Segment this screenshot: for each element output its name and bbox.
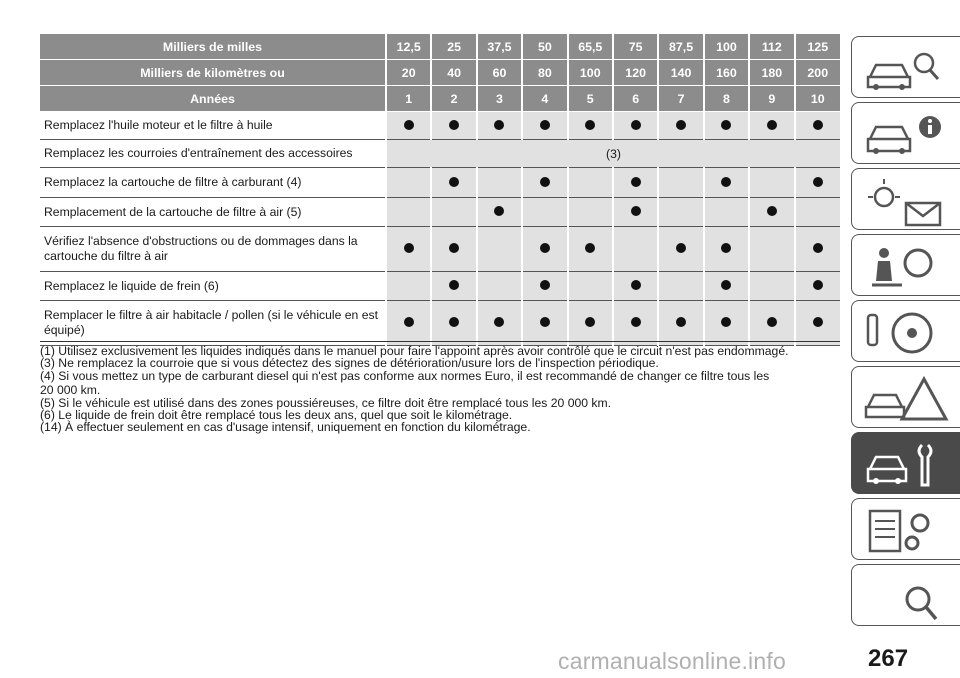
scheduled-dot <box>540 177 550 187</box>
scheduled-dot <box>404 317 414 327</box>
schedule-cell <box>704 198 749 227</box>
schedule-cell <box>568 301 613 346</box>
page-number: 267 <box>868 645 909 672</box>
row-span-note: (3) <box>386 140 840 168</box>
schedule-cell <box>568 227 613 272</box>
scheduled-dot <box>676 243 686 253</box>
scheduled-dot <box>404 243 414 253</box>
chapter-tab[interactable] <box>851 36 960 98</box>
header-value: 20 <box>386 60 431 86</box>
schedule-cell <box>795 198 840 227</box>
header-value: 3 <box>477 86 522 112</box>
scheduled-dot <box>676 120 686 130</box>
header-value: 12,5 <box>386 34 431 60</box>
schedule-cell <box>613 272 658 301</box>
header-value: 37,5 <box>477 34 522 60</box>
header-value: 112 <box>749 34 794 60</box>
table-row <box>40 140 840 168</box>
header-value: 5 <box>568 86 613 112</box>
scheduled-dot <box>631 317 641 327</box>
schedule-cell <box>477 168 522 198</box>
schedule-cell <box>658 272 703 301</box>
schedule-cell <box>522 272 567 301</box>
header-value: 125 <box>795 34 840 60</box>
schedule-cell <box>522 168 567 198</box>
schedule-cell <box>704 112 749 140</box>
schedule-cell <box>431 198 476 227</box>
scheduled-dot <box>721 120 731 130</box>
footnote-line: (1) Utilisez exclusivement les liquides indiqués dans le manuel pour faire l'appoint après avoir contrôlé que le circuit n'est pas endommagé. <box>40 344 789 358</box>
scheduled-dot <box>494 120 504 130</box>
row-label: Remplacez l'huile moteur et le filtre à huile <box>40 112 386 140</box>
footnote-line: (6) Le liquide de frein doit être remplacé tous les deux ans, quel que soit le kilométrage. <box>40 408 513 423</box>
scheduled-dot <box>631 177 641 187</box>
header-value: 120 <box>613 60 658 86</box>
scheduled-dot <box>631 280 641 290</box>
schedule-cell <box>704 301 749 346</box>
table-row <box>40 168 840 198</box>
schedule-cell <box>477 301 522 346</box>
schedule-cell <box>795 168 840 198</box>
schedule-cell <box>658 198 703 227</box>
schedule-cell <box>431 301 476 346</box>
row-label: Remplacer le filtre à air habitacle / pollen (si le véhicule en est équipé) <box>40 301 386 346</box>
scheduled-dot <box>540 120 550 130</box>
scheduled-dot <box>721 317 731 327</box>
header-value: 100 <box>704 34 749 60</box>
schedule-cell <box>795 227 840 272</box>
chapter-tab[interactable] <box>851 300 960 362</box>
schedule-cell <box>749 301 794 346</box>
header-value: 140 <box>658 60 703 86</box>
header-value: 180 <box>749 60 794 86</box>
table-row <box>40 301 840 346</box>
schedule-cell <box>795 112 840 140</box>
scheduled-dot <box>813 243 823 253</box>
schedule-cell <box>658 301 703 346</box>
scheduled-dot <box>404 120 414 130</box>
schedule-cell <box>477 198 522 227</box>
schedule-cell <box>658 112 703 140</box>
scheduled-dot <box>585 317 595 327</box>
table-row <box>40 198 840 227</box>
schedule-cell <box>749 112 794 140</box>
schedule-cell <box>613 168 658 198</box>
schedule-cell <box>477 112 522 140</box>
scheduled-dot <box>449 243 459 253</box>
schedule-cell <box>431 272 476 301</box>
scheduled-dot <box>449 177 459 187</box>
schedule-cell <box>522 112 567 140</box>
header-value: 1 <box>386 86 431 112</box>
footnote-line: (5) Si le véhicule est utilisé dans des zones poussiéreuses, ce filtre doit être remplacé tous les 20 000 km. <box>40 395 612 410</box>
chapter-tab[interactable] <box>851 168 960 230</box>
scheduled-dot <box>813 120 823 130</box>
schedule-cell <box>795 301 840 346</box>
table-row <box>40 227 840 272</box>
scheduled-dot <box>585 120 595 130</box>
schedule-cell <box>386 198 431 227</box>
schedule-cell <box>522 227 567 272</box>
scheduled-dot <box>813 177 823 187</box>
schedule-cell <box>795 272 840 301</box>
header-row <box>40 60 840 86</box>
header-value: 60 <box>477 60 522 86</box>
header-value: 65,5 <box>568 34 613 60</box>
chapter-tab[interactable] <box>851 234 960 296</box>
schedule-cell <box>477 227 522 272</box>
header-value: 10 <box>795 86 840 112</box>
scheduled-dot <box>767 206 777 216</box>
schedule-cell <box>477 272 522 301</box>
footnotes <box>40 341 840 434</box>
scheduled-dot <box>540 317 550 327</box>
schedule-cell <box>568 168 613 198</box>
scheduled-dot <box>494 206 504 216</box>
scheduled-dot <box>585 243 595 253</box>
scheduled-dot <box>676 317 686 327</box>
scheduled-dot <box>721 280 731 290</box>
schedule-cell <box>386 112 431 140</box>
header-value: 200 <box>795 60 840 86</box>
footnote-line: (3) Ne remplacez la courroie que si vous détectez des signes de détérioration/usure lors de l'inspection périodique. <box>40 356 659 371</box>
schedule-cell <box>522 301 567 346</box>
scheduled-dot <box>494 317 504 327</box>
header-value: 100 <box>568 60 613 86</box>
row-label: Remplacez les courroies d'entraînement des accessoires <box>40 140 386 168</box>
schedule-cell <box>568 198 613 227</box>
header-value: 87,5 <box>658 34 703 60</box>
schedule-cell <box>613 301 658 346</box>
schedule-cell <box>386 272 431 301</box>
scheduled-dot <box>449 280 459 290</box>
header-value: 2 <box>431 86 476 112</box>
schedule-cell <box>749 227 794 272</box>
schedule-cell <box>568 272 613 301</box>
row-label: Vérifiez l'absence d'obstructions ou de dommages dans la cartouche du filtre à air <box>40 227 386 272</box>
scheduled-dot <box>721 243 731 253</box>
schedule-cell <box>704 168 749 198</box>
schedule-cell <box>613 198 658 227</box>
header-value: 50 <box>522 34 567 60</box>
header-value: 25 <box>431 34 476 60</box>
header-value: 160 <box>704 60 749 86</box>
footnote-line: (4) Si vous mettez un type de carburant diesel qui n'est pas conforme aux normes Euro, il est recommandé de changer ce filtre tous les <box>40 368 770 383</box>
schedule-cell <box>431 168 476 198</box>
header-value: 9 <box>749 86 794 112</box>
chapter-tab[interactable] <box>851 498 960 560</box>
schedule-cell <box>386 168 431 198</box>
header-row <box>40 86 840 112</box>
schedule-cell <box>431 112 476 140</box>
scheduled-dot <box>813 280 823 290</box>
schedule-cell <box>658 168 703 198</box>
schedule-cell <box>704 227 749 272</box>
scheduled-dot <box>721 177 731 187</box>
schedule-cell <box>749 198 794 227</box>
row-label: Remplacez le liquide de frein (6) <box>40 272 386 301</box>
schedule-cell <box>704 272 749 301</box>
header-label: Milliers de milles <box>40 34 386 60</box>
schedule-cell <box>568 112 613 140</box>
schedule-cell <box>658 227 703 272</box>
header-value: 8 <box>704 86 749 112</box>
footnote-line: 20 000 km. <box>40 383 101 398</box>
schedule-cell <box>749 272 794 301</box>
scheduled-dot <box>813 317 823 327</box>
header-label: Milliers de kilomètres ou <box>40 60 386 86</box>
chapter-tab[interactable] <box>851 432 960 494</box>
scheduled-dot <box>631 120 641 130</box>
scheduled-dot <box>540 243 550 253</box>
header-value: 4 <box>522 86 567 112</box>
header-value: 7 <box>658 86 703 112</box>
scheduled-dot <box>449 317 459 327</box>
maintenance-schedule-table <box>40 34 840 346</box>
header-value: 80 <box>522 60 567 86</box>
table-row <box>40 112 840 140</box>
header-value: 40 <box>431 60 476 86</box>
table-row <box>40 272 840 301</box>
header-value: 6 <box>613 86 658 112</box>
scheduled-dot <box>767 317 777 327</box>
chapter-tab[interactable] <box>851 564 960 626</box>
scheduled-dot <box>449 120 459 130</box>
header-value: 75 <box>613 34 658 60</box>
watermark: carmanualsonline.info <box>558 648 786 674</box>
header-row <box>40 34 840 60</box>
schedule-cell <box>522 198 567 227</box>
schedule-cell <box>613 227 658 272</box>
row-label: Remplacement de la cartouche de filtre à air (5) <box>40 198 386 227</box>
header-label: Années <box>40 86 386 112</box>
scheduled-dot <box>540 280 550 290</box>
scheduled-dot <box>767 120 777 130</box>
schedule-cell <box>386 227 431 272</box>
schedule-cell <box>431 227 476 272</box>
schedule-cell <box>386 301 431 346</box>
schedule-cell <box>613 112 658 140</box>
footnote-line: (14) À effectuer seulement en cas d'usage intensif, uniquement en fonction du kilométrage. <box>40 420 531 435</box>
chapter-tab[interactable] <box>851 366 960 428</box>
scheduled-dot <box>631 206 641 216</box>
chapter-tab[interactable] <box>851 102 960 164</box>
schedule-cell <box>749 168 794 198</box>
row-label: Remplacez la cartouche de filtre à carburant (4) <box>40 168 386 198</box>
